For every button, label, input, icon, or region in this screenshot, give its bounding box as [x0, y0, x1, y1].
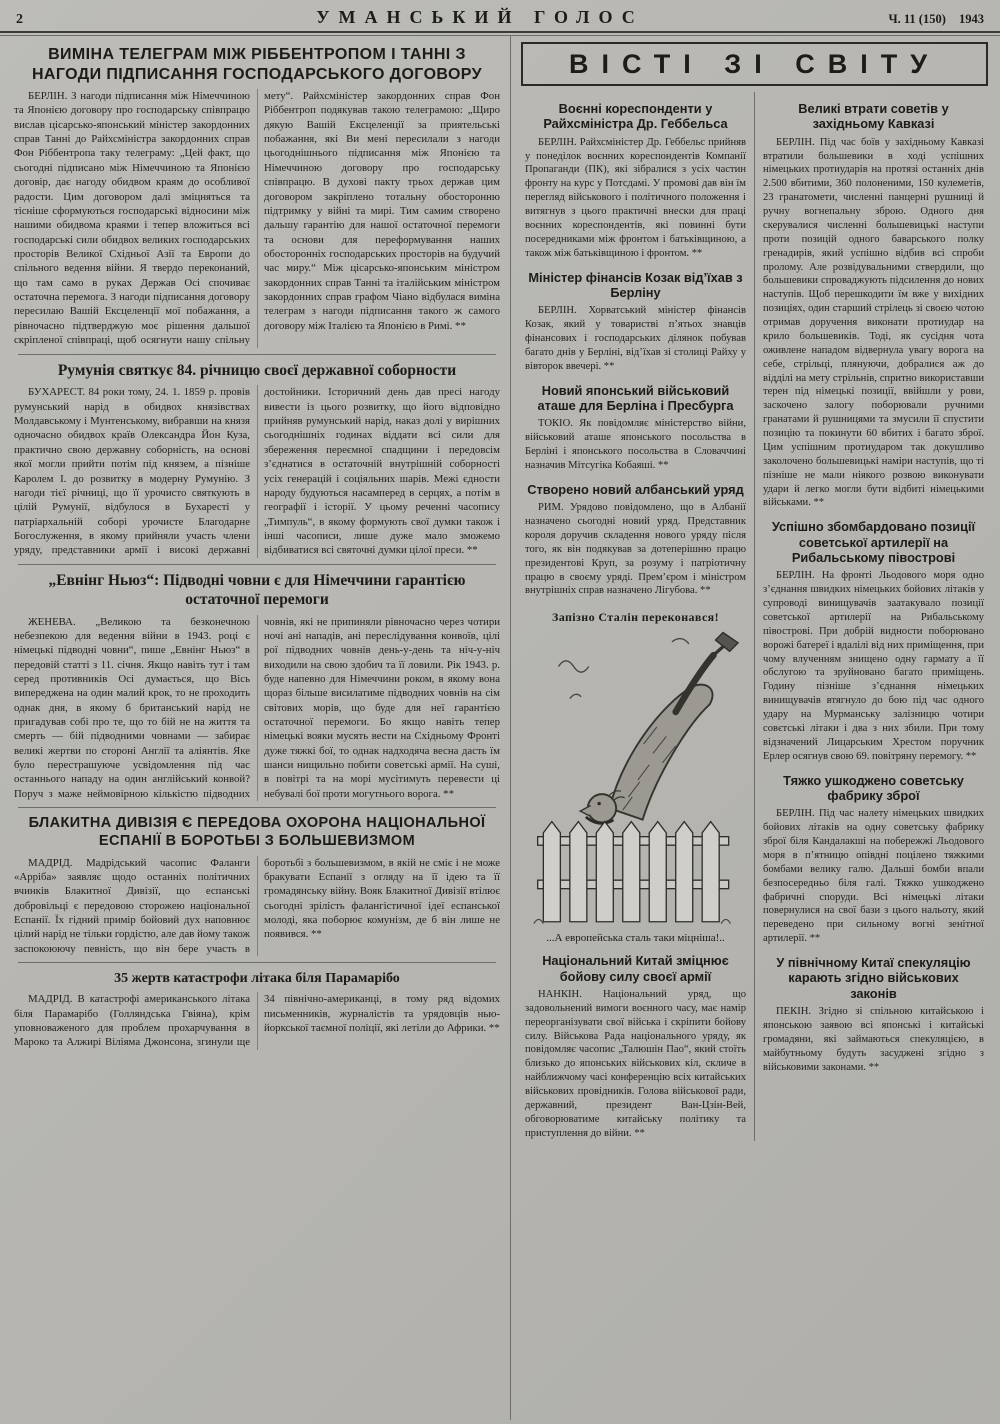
article-rybachy-artillery-bombed [763, 519, 984, 763]
divider [18, 807, 496, 808]
article-body: МАДРІД. В катастрофі американського літака біля Парамарібо (Голляндська Гвіяна), крім уповноваженого для проблем прохарчування в Мароко та Алжирі Віліяма Джонсона, згинули ще 34 північно-американці, в тому ряд відомих письменників, журналістів та урядовців нью-йоркської таємної поліції, які летіли до Африки. ** [14, 993, 500, 1049]
article-headline: „Евнінг Ньюз“: Підводні човни є для Німеччини гарантією остаточної перемоги [48, 571, 466, 608]
article-body: БЕРЛІН. На фронті Льодового моря одно з’єднання швидких німецьких бойових літаків у супроводі винищувачів заатакувало позиції советської артилерії на Рибальському півострові. При добрій видности поборювано ворожі батереї і вдалілі від них приміщення, при чому влученням знищено одну гармату а її обслугою та зруйновано багато приміщень. Годину пізніше з’єднання німецьких винищувачів втягнуло до бою під час одного удару на Мурманську залізницю чотири совєтські літаки і два з них збили. При тому відзначений Лицарським Хрестом поручник Ерлер осягнув свою 69. повітряну перемогу. ** [763, 570, 984, 762]
divider [18, 354, 496, 355]
page-header [0, 0, 1000, 33]
article-body: БЕРЛІН. Райхсміністер Др. Геббельс прийняв у понеділок воєнних кореспондентів Компанії Пропаганди (ПК), які зібралися з усіх частин фронту на курс у Потсдамі. У промові дав він їм перегляд військового і політичного положення і витягнув з цього практичні внески для праці воєнних кореспондентів, які повинні бути посередниками між фронтом і батьківщиною, а також між батьківщиною і фронтом. ** [525, 136, 746, 259]
world-banner-text: ВІСТІ ЗІ СВІТУ [568, 49, 941, 79]
article-blue-division [8, 815, 506, 956]
article-romania-anniversary [8, 362, 506, 558]
world-news-section [511, 36, 1000, 1420]
issue-number: Ч. 11 (150) [888, 12, 946, 26]
issue-info [824, 12, 984, 27]
article-national-china-army [525, 953, 746, 1140]
article-body: БЕРЛІН. Під час боїв у західньому Кавказі втратили большевики в ході успішних німецьких протиударів на протязі останніх днів 2.500 вбитими, 360 полоненими, 150 кулеметів, 23 гранатомети, численні панцерні рушниці й ручну вогнепальну зброю. Одного дня скерувалися численні большевицькі наступи проти позицій одного баварського полку гренадирів, який успішно відбив всі спроби пролому. Але розвідувальними ствердили, що большевики спроваджують підсилення до нових наступів. Щоб перешкодити їм вже у вихідних позиціях, один старший стрілець зі своєю чотою отримав доручення виконати протиудар на крило большевиків. Тоді, як сусідня чота оживлене нападом відвернула увагу ворога на себе, стрільці, плянуючи, добралися аж до відділі на мету стрільнів, спритно використавши терен під німецькі позиції, ввійшли у рови, заскочено залогу поборювали ручними гранатами й рушницями та змусили її спустити позицію та покинути 60 вбитих і багато зброї. Цим успішним протиударом так докушливо заколочено большевицькі наміри наступів, що ті пізніше не мали ніякого розвою виконувати удари й легко могли бути відбиті німецькими військами. ** [763, 136, 984, 509]
article-body: БЕРЛІН. Під час налету німецьких швидких бойових літаків на одну советську фабрику зброї біля Кандалакші на побережжі Льодового моря в п’ятницю опівдні поцілено тяжкими бомбами велику галю. Дальші бомби впали безпосередньо біля галі. Тяжко ушкоджено фабричні споруди. Всі німецькі літаки повернулися на свої бази з цього нальоту, який переведено при сильному вогні зенітної артилерії. ** [763, 808, 984, 945]
article-evening-news-submarines [8, 572, 506, 801]
article-soviet-arms-factory-damaged [763, 773, 984, 946]
article-body: БЕРЛІН. Хорватський міністер фінансів Козак, який у товаристві п’ятьох знавців фінансових і господарських ділянок побував багато днів у Берліні, від’їхав зі столиці Райху у вівторок ввечері. ** [525, 305, 746, 372]
cartoon-caption-bottom: ...А европейська сталь таки міцніша!.. [546, 932, 725, 945]
article-albanian-government [525, 482, 746, 598]
article-body: РИМ. Урядово повідомлено, що в Албанії назначено сьогодні новий уряд. Представник короля доручив складення нового уряду після того, як він подякував за дотеперішню працю президентові Круп, за розуму і патріотичну працю в своєму уряді. Прем’єром і міністром внутрішніх справ назначено Лігубова. ** [525, 502, 746, 597]
cartoon-figure [525, 610, 746, 944]
article-headline: ВИМІНА ТЕЛЕГРАМ МІЖ РІББЕНТРОПОМ І ТАННІ З НАГОДИ ПІДПИСАННЯ ГОСПОДАРСЬКОГО ДОГОВОРУ [31, 46, 483, 83]
article-headline: Створено новий албанський уряд [527, 481, 744, 497]
article-body: БЕРЛІН. З нагоди підписання між Німеччиною та Японією договору про господарську співпрацю вислав цісарсько-японський міністер закордонних справ Танні до Райхсміністра закордонних справ Фон Ріббентропа таку телеграму: „Цей факт, що сьогодні підписано між Німеччиною та Японією договір, дає нагоду обидвом краям до особливої радости. Цим договором далі зміцняться та тісніше сформуються господарські відносини між нашими обидвома краями і тепер вложиться всі господарські сили обидвох великих господарських просторів Великої Східньої Азії та Европи до спільного ведення війни. Я твердо переконаний, що там само в руках Держав Осі спочиває остаточна перемога. З нагоди підписання договору пересилаю Вашій Ексцеленції мої побажання, а рівночасно підтверджую моє рішення дальшої скріпленої співпраці, щоб осягнути нашу спільну мету“. Райхсміністер закордонних справ Фон Ріббентроп подякував такою телеграмою: „Щиро дякую Вашій Ексцеленції за приятельські побажання, які Ви мені пересилали з нагоди цьогоднішнього підписання між Японією та Німеччиною договору про господарську співпрацю. В духові пакту трьох держав цим договором закріплено тотальну обосторонню підтримку у війні та мирі. Тим самим створено дальшу гарантію для нашої остаточної перемоги та основи для переформування наших обосторонніх господарських просторів на будучий час миру.“ Між цісарсько-японським міністром закордонних справ Танні та італійським міністром закордонних справ графом Чіано відбулася виміна телеграм з нагоди підписання такого ж самого договору між Італією та Японією в Римі. ** [14, 90, 500, 347]
article-headline: Румунія святкує 84. річницю своєї державної соборности [57, 361, 457, 379]
article-telegram-exchange [8, 45, 506, 348]
article-finance-minister-kozak [525, 270, 746, 374]
page-number: 2 [16, 12, 23, 27]
article-body: ТОКІО. Як повідомляє міністерство війни, військовий аташе японського посольства в Берліні і японського посольства в Словаччині назначив Мітсугіка Кобаяші. ** [525, 418, 746, 471]
article-north-china-speculation [763, 955, 984, 1074]
article-body: НАНКІН. Національний уряд, що задовольнений вимоги воєнного часу, має намір переорганізувати свої війська і скріпити бойову силу. Військова Рада національного уряду, як повідомляє часопис „Талюшін Пао“, який стоїть близько до японських військових кіл, скличе в найближчому часі конференцію всіх китайських військових провідників. Голова військової ради, державний, президент Ван-Цзін-Вей, обговорюватиме китайську політику та приступлення до війни. ** [525, 988, 746, 1139]
article-body: ПЕКІН. Згідно зі спільною китайською і японською заявою всі японські і китайські громадяни, які займаються спекуляцією, в майбутньому будуть засуджені згідно з військовими законами. ** [763, 1006, 984, 1073]
page-content [0, 36, 1000, 1420]
cartoon-caption-top: Запізно Сталін переконався! [552, 610, 719, 625]
article-war-correspondents-goebbels [525, 101, 746, 261]
article-paramaribo-crash [8, 970, 506, 1050]
article-body: ЖЕНЕВА. „Великою та безконечною небезпекою для ведення війни в 1943. році є німецькі підводні човни“, пише „Евнінг Ньюз“ в передовій статті з 11. січня. Якщо навіть тут і там серед противників Осі думається, що Вісь випереджена на один малий крок, то не проходить однак дня, в якому б британський нарід не пригадував собі про те, що то бій не на життя та смерть — бій підводними човнами — забирає великі жертви по стороні Англії та аліянтів. Яке було перестрашуюче усвідомлення під час останнього нападу на один англійський конвой? Поруч з маже неймовірною кількістю підводних човнів, які не припиняли рівночасно через чотири ночі ані нападів, ані переслідування конвоїв, цілі рої підводних човнів день-у-день та ніч-у-ніч виходили на свою здобич та її ловили. Рік 1943. р. буде напевно для Німеччини роком, в якому вона щораз більше висилатиме підводних човнів на сім світових морів, що буде для неї гарантією остаточної перемоги. Бо якщо навіть тепер німецькі вояки мусять вести на Східньому Фронті дуже тяжкі бої, то однак надходяча весна дасть їм шанси нищильно побити советські армії. На суші, в повітрі та на морі мусітимуть перевести ці небувалі бої проти могутнього ворога. ** [14, 615, 500, 800]
masthead-title: УМАНСЬКИЙ ГОЛОС [316, 7, 644, 27]
article-japanese-attache [525, 383, 746, 473]
article-headline: Новий японський військовий аташе для Берліна і Пресбурга [537, 382, 734, 413]
article-headline: У північному Китаї спекуляцію карають згідно військових законів [776, 955, 971, 1001]
cartoon-image [532, 629, 740, 929]
world-middle-column [517, 92, 755, 1141]
article-headline: Тяжко ушкоджено советську фабрику зброї [783, 772, 964, 803]
divider [18, 962, 496, 963]
article-headline: Воєнні кореспонденти у Райхсміністра Др. Геббельса [543, 101, 728, 132]
world-columns [517, 92, 992, 1141]
article-headline: БЛАКИТНА ДИВІЗІЯ Є ПЕРЕДОВА ОХОРОНА НАЦІОНАЛЬНОЇ ЕСПАНІЇ В БОРОТЬБІ З БОЛЬШЕВИЗМОМ [28, 815, 486, 849]
article-headline: Успішно збомбардовано позиції советської артилерії на Рибальському півострові [771, 519, 976, 565]
article-headline: Міністер фінансів Козак від’їхав з Берліну [528, 269, 743, 300]
article-soviet-losses-caucasus [763, 101, 984, 510]
world-right-column [755, 92, 992, 1141]
left-section [0, 36, 511, 1420]
article-body: БУХАРЕСТ. 84 роки тому, 24. 1. 1859 р. провів румунський нарід в обидвох князівствах Молдавському і Мунтенському, вибравши на князя одночасно обидвох країв Олександра Йон Куза, практично свою державну соборність, на основі якої могли прийти потім під князем, а пізніше Каролем І. до розвитку в модерну Румунію. З нагоди тієї річниці, що її урочисто святкують в цілій Румунії, відбулося в Бухаресті у патріархальній соборі урочисте Благодарне Богослуження, в якому прийняли участь члени уряду, представники армії і високі державні достойники. Історичний день дав пресі нагоду вивести із цього розвитку, що його відповідно прийняв румунський нарід, наказ долі у вирішних сьогоднішніх годинах віддати всі сили для збереження переємної спадщини і передовсім з’єднатися в остаточній внутрішній соборності усіх генерацій і соціяльних шарів. Межі єдности народу будуються насамперед в серцях, а потім в географії і історії. У цьому реченні часопису „Тимпуль“, в якому формують свої думки також і інші часописи, лише дуже мало зможемо відбиватися всі святочні думки цілої преси. ** [14, 386, 500, 557]
issue-year: 1943 [959, 12, 984, 26]
article-headline: 35 жертв катастрофи літака біля Парамарібо [114, 971, 400, 987]
article-body: МАДРІД. Мадрідський часопис Фаланги «Арріба» заявляє щодо останніх політичних вчинків Блакитної Дивізії, що еспанські добровільці є передовою сторожею національної Еспанії. Їх гідний примір бойовий дух наповнює цілий нарід не тільки гордістю, але дав йому також заспокоюючу певність, що він бере участь в боротьбі з большевизмом, в якій не сміє і не може бракувати Еспанії з огляду на її ідею та її громадянську війну. Вояк Блакитної Дивізії втілює сьогодні зрілість фалангістичної ідеї еспанської молоді, яка поборює комунізм, де б він лише не появився. ** [14, 856, 500, 955]
world-banner [521, 42, 988, 86]
article-headline: Великі втрати советів у західньому Кавказі [798, 101, 949, 132]
divider [18, 564, 496, 565]
article-headline: Національний Китай зміцнює бойову силу своєї армії [542, 953, 729, 984]
